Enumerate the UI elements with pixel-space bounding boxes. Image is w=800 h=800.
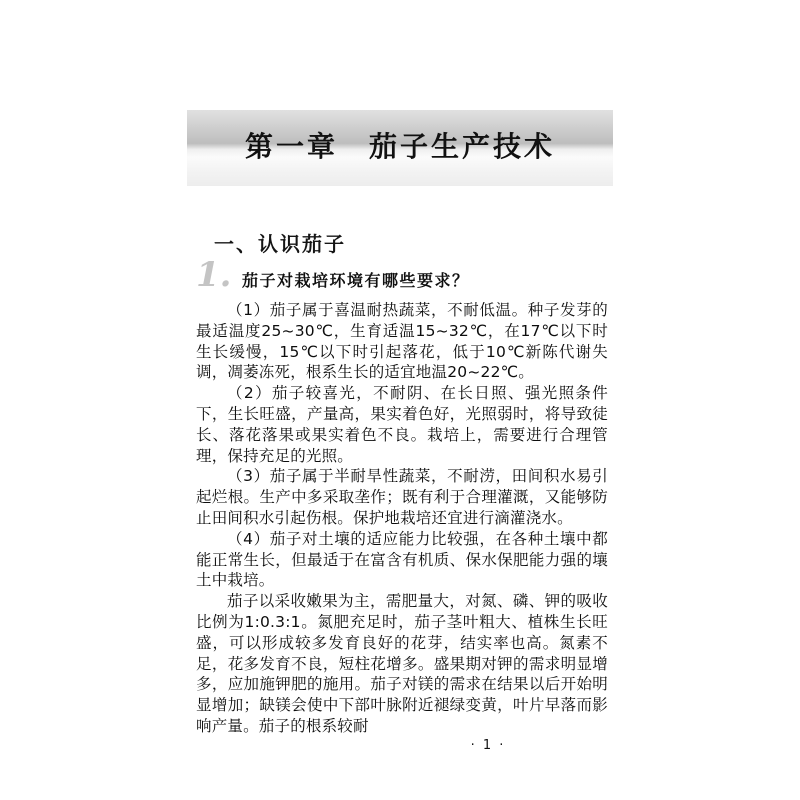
body-paragraph: （4）茄子对土壤的适应能力比较强，在各种土壤中都能正常生长，但最适于在富含有机质、保水保肥能力强的壤土中栽培。 [196, 529, 608, 590]
body-paragraph: 茄子以采收嫩果为主，需肥量大，对氮、磷、钾的吸收比例为1:0.3:1。氮肥充足时，茄子茎叶粗大、植株生长旺盛，可以形成较多发育良好的花芽，结实率也高。氮素不足，花多发育不良，短柱花增多。盛果期对钾的需求明显增多，应加施钾肥的施用。茄子对镁的需求在结果以后开始明显增加；缺镁会使中下部叶脉附近褪绿变黄，叶片早落而影响产量。茄子的根系较耐 [196, 592, 608, 735]
body-paragraph: （3）茄子属于半耐旱性蔬菜，不耐涝，田间积水易引起烂根。生产中多采取垄作；既有利于合理灌溉，又能够防止田间积水引起伤根。保护地栽培还宜进行滴灌浇水。 [196, 467, 608, 527]
section-heading: 一、认识茄子 [214, 232, 346, 256]
question-number: 1. [196, 255, 232, 295]
body-paragraph: （1）茄子属于喜温耐热蔬菜，不耐低温。种子发芽的最适温度25~30℃，生育适温15~32℃，在17℃以下时生长缓慢，15℃以下时引起落花，低于10℃新陈代谢失调，凋萎冻死，根系生长的适宜地温20~22℃。 [196, 301, 608, 382]
body-paragraph: （2）茄子较喜光，不耐阴、在长日照、强光照条件下，生长旺盛，产量高，果实着色好，光照弱时，将导致徒长、落花落果或果实着色不良。栽培上，需要进行合理管理，保持充足的光照。 [196, 384, 608, 465]
chapter-banner [187, 110, 613, 186]
page-number: · 1 · [470, 738, 506, 753]
chapter-banner-inner [187, 110, 613, 186]
chapter-title: 第一章 茄子生产技术 [244, 130, 555, 163]
body-text-block [196, 300, 608, 737]
page-number-container [0, 738, 800, 753]
question-title: 茄子对栽培环境有哪些要求？ [242, 271, 470, 290]
question-row [196, 255, 616, 296]
